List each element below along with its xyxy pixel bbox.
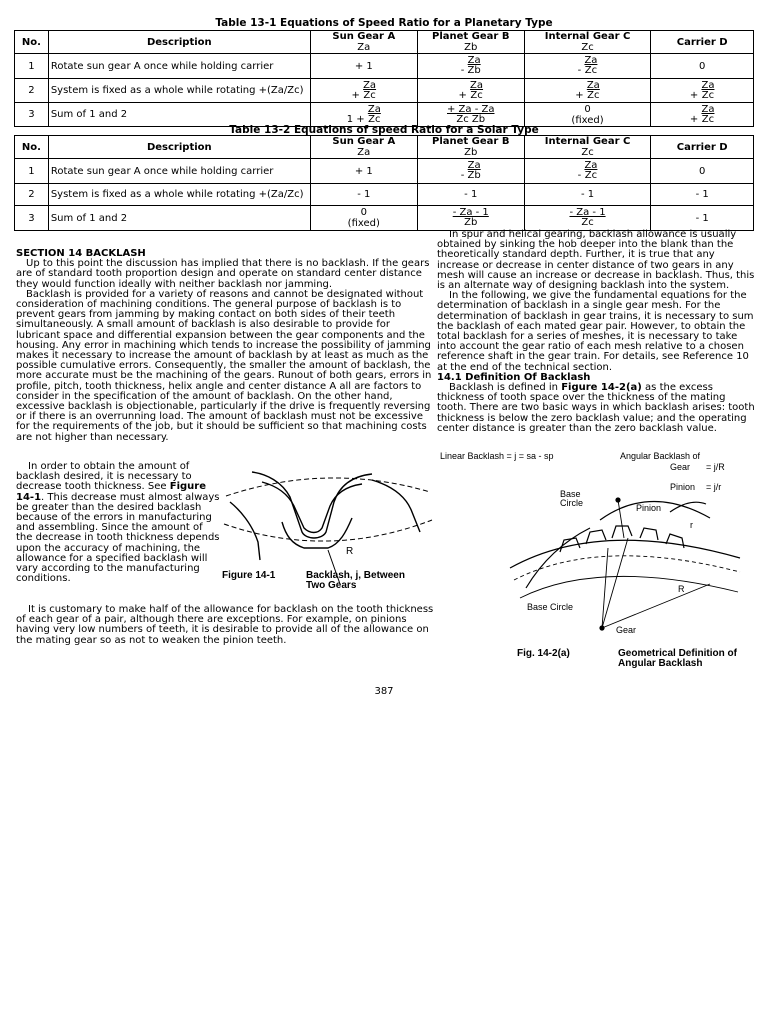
base-circle-bottom-label: Base Circle <box>527 602 574 612</box>
cell-internal: $\frac{- Za - 1}{Zc}$ <box>524 206 651 231</box>
header-planet: Planet Gear B Zb <box>417 31 524 54</box>
table-row <box>15 159 754 184</box>
row-desc: Rotate sun gear A once while holding carrier <box>48 159 310 184</box>
figure-14-2a <box>490 488 760 638</box>
header-sun: Sun Gear A Za <box>310 136 417 159</box>
header-carrier: Carrier D <box>651 136 754 159</box>
left-narrow-text <box>16 462 221 584</box>
label-r: R <box>346 546 354 557</box>
cell-sun: 1 + $\frac{Za}{Zc}$ <box>310 103 417 127</box>
row-desc: System is fixed as a whole while rotating +(Za/Zc) <box>48 79 310 103</box>
row-desc: Sum of 1 and 2 <box>48 206 310 231</box>
paragraph: It is customary to make half of the allowance for backlash on the tooth thickness of each gear of a pair, although there are exceptions. For example, on pinions having very low numbers of teeth, it is desirable to provide all of the allowance on the mating gear so as not to weaken the pinion teeth. <box>16 604 434 646</box>
cell-sun: + 1 <box>310 159 417 184</box>
paragraph: In spur and helical gearing, backlash allowance is usually obtained by sinking the hob deeper into the blank than the theoretically standard depth. Further, it is true that any increase or decrease in center distance of two gears in any mesh will cause an increase or decrease in backlash. Thus, this is an alternate way of designing backlash into the system. <box>437 229 755 292</box>
pinion-equation: = j/r <box>706 482 722 492</box>
paragraph: In the following, we give the fundamental equations for the determination of backlash in a single gear mesh. For the determination of backlash in gear trains, it is necessary to sum the backlash of each mated gear pair. However, to obtain the total backlash for a series of meshes, it is necessary to take into account the gear ratio of each mesh relative to a chosen reference shaft in the gear train. For details, see Reference 10 at the end of the technical section. <box>437 290 754 373</box>
header-no: No. <box>15 136 49 159</box>
table2-caption: Table 13-2 Equations of speed Ratio for a Solar Type <box>229 124 539 136</box>
right-column-text <box>437 230 755 434</box>
figure-14-2a-caption-line2: Angular Backlash <box>618 658 703 669</box>
row-desc: System is fixed as a whole while rotating +(Za/Zc) <box>48 184 310 206</box>
angular-backlash-diagram <box>490 488 760 638</box>
gear-equation: = j/R <box>706 462 725 472</box>
figure-14-1-caption-line2: Two Gears <box>306 580 357 591</box>
figure-14-2a-caption-number: Fig. 14-2(a) <box>517 648 570 659</box>
cell-internal: - 1 <box>524 184 651 206</box>
row-no: 1 <box>15 54 49 79</box>
table-row <box>15 103 754 127</box>
figure-14-1 <box>222 462 434 587</box>
row-desc: Rotate sun gear A once while holding carrier <box>48 54 310 79</box>
header-carrier: Carrier D <box>651 31 754 54</box>
table-row <box>15 54 754 79</box>
header-no: No. <box>15 31 49 54</box>
cell-carrier: 0 <box>651 54 754 79</box>
cell-carrier: 0 <box>651 159 754 184</box>
cell-internal: 0 (fixed) <box>524 103 651 127</box>
cell-sun: + 1 <box>310 54 417 79</box>
cell-planet: - 1 <box>417 184 524 206</box>
gear-text-label: Gear <box>616 625 637 635</box>
left-column-text <box>16 249 434 443</box>
gear-label: Gear <box>670 462 691 472</box>
table1-header-row <box>15 31 754 54</box>
table1-caption: Table 13-1 Equations of Speed Ratio for a Planetary Type <box>215 17 553 29</box>
cell-planet: + $\frac{Za}{Zc}$ <box>417 79 524 103</box>
figure-14-2a-caption-line1: Geometrical Definition of <box>618 648 737 659</box>
pinion-text-label: Pinion <box>636 503 662 513</box>
paragraph: Backlash is defined in Figure 14-2(a) as the excess thickness of tooth space over the thickness of the mating tooth. There are two basic ways in which backlash arises: tooth thickness is below the zero backlash value; and the operating center distance is greater than the zero backlash value. <box>437 382 755 434</box>
row-no: 2 <box>15 79 49 103</box>
row-no: 2 <box>15 184 49 206</box>
figure-14-1-caption-line1: Backlash, j, Between <box>306 570 405 581</box>
pinion-label: Pinion <box>670 482 696 492</box>
header-internal: Internal Gear C Zc <box>524 31 651 54</box>
section-heading: SECTION 14 BACKLASH <box>16 248 146 259</box>
paragraph: In order to obtain the amount of backlash desired, it is necessary to decrease tooth thickness. See Figure 14-1. This decrease must almost always be greater than the desired backlash because of the errors in manufacturing and assembling. Since the amount of the decrease in tooth thickness depends upon the accuracy of machining, the allowance for a specified backlash will vary according to the manufacturing conditions. <box>16 461 220 585</box>
left-bottom-text <box>16 605 434 646</box>
subsection-heading: 14.1 Definition Of Backlash <box>437 371 591 383</box>
label-R: R <box>678 584 685 594</box>
base-circle-top-label: Base Circle <box>560 489 584 508</box>
figure-reference: Figure 14-2(a) <box>561 382 642 394</box>
figure-reference: Figure 14-1 <box>16 481 206 503</box>
cell-internal: - $\frac{Za}{Zc}$ <box>524 159 651 184</box>
cell-planet: - $\frac{Za}{Zb}$ <box>417 54 524 79</box>
row-no: 1 <box>15 159 49 184</box>
cell-planet: $\frac{+ Za - Za}{\text{Zc Zb}}$ <box>417 103 524 127</box>
row-desc: Sum of 1 and 2 <box>48 103 310 127</box>
cell-sun: - 1 <box>310 184 417 206</box>
linear-backlash-label: Linear Backlash = j = sa - sp <box>440 451 554 461</box>
table-row <box>15 79 754 103</box>
cell-internal: - $\frac{Za}{Zc}$ <box>524 54 651 79</box>
cell-carrier: + $\frac{Za}{Zc}$ <box>651 103 754 127</box>
cell-sun: + $\frac{Za}{Zc}$ <box>310 79 417 103</box>
cell-sun: 0 (fixed) <box>310 206 417 231</box>
header-sun: Sun Gear A Za <box>310 31 417 54</box>
header-description: Description <box>48 136 310 159</box>
page-number: 387 <box>374 686 394 697</box>
backlash-two-gears-diagram <box>222 462 434 587</box>
row-no: 3 <box>15 103 49 127</box>
table1 <box>14 30 754 127</box>
header-internal: Internal Gear C Zc <box>524 136 651 159</box>
cell-internal: + $\frac{Za}{Zc}$ <box>524 79 651 103</box>
paragraph: Backlash is provided for a variety of reasons and cannot be designated without consideration of machining conditions. The general purpose of backlash is to prevent gears from jamming by making contact on both sides of their teeth simultaneously. A small amount of backlash is also desirable to provide for lubricant space and differential expansion between the gear components and the housing. Any error in machining which tends to increase the possibility of jamming makes it necessary to increase the amount of backlash by at least as much as the possible cumulative errors. Consequently, the smaller the amount of backlash, the more accurate must be the machining of the gears. Runout of both gears, errors in profile, pitch, tooth thickness, helix angle and center distance A all are factors to consider in the specification of the amount of backlash. On the other hand, excessive backlash is objectionable, particularly if the drive is frequently reversing or if there is an overrunning load. The amount of backlash must not be excessive for the requirements of the job, but it should be sufficient so that machining costs are not higher than necessary. <box>16 288 432 443</box>
cell-carrier: - 1 <box>651 184 754 206</box>
cell-planet: - $\frac{Za}{Zb}$ <box>417 159 524 184</box>
row-no: 3 <box>15 206 49 231</box>
table-row <box>15 206 754 231</box>
cell-carrier: + $\frac{Za}{Zc}$ <box>651 79 754 103</box>
table2 <box>14 135 754 231</box>
cell-planet: $\frac{- Za - 1}{Zb}$ <box>417 206 524 231</box>
table2-header-row <box>15 136 754 159</box>
figure-14-1-caption-number: Figure 14-1 <box>222 570 276 581</box>
paragraph: Up to this point the discussion has implied that there is no backlash. If the gears are of standard tooth proportion design and operate on standard center distance they would function ideally with neither backlash nor jamming. <box>16 258 430 290</box>
header-planet: Planet Gear B Zb <box>417 136 524 159</box>
label-r: r <box>690 520 693 530</box>
table-row <box>15 184 754 206</box>
cell-carrier: - 1 <box>651 206 754 231</box>
header-description: Description <box>48 31 310 54</box>
angular-backlash-label: Angular Backlash of <box>620 451 701 461</box>
